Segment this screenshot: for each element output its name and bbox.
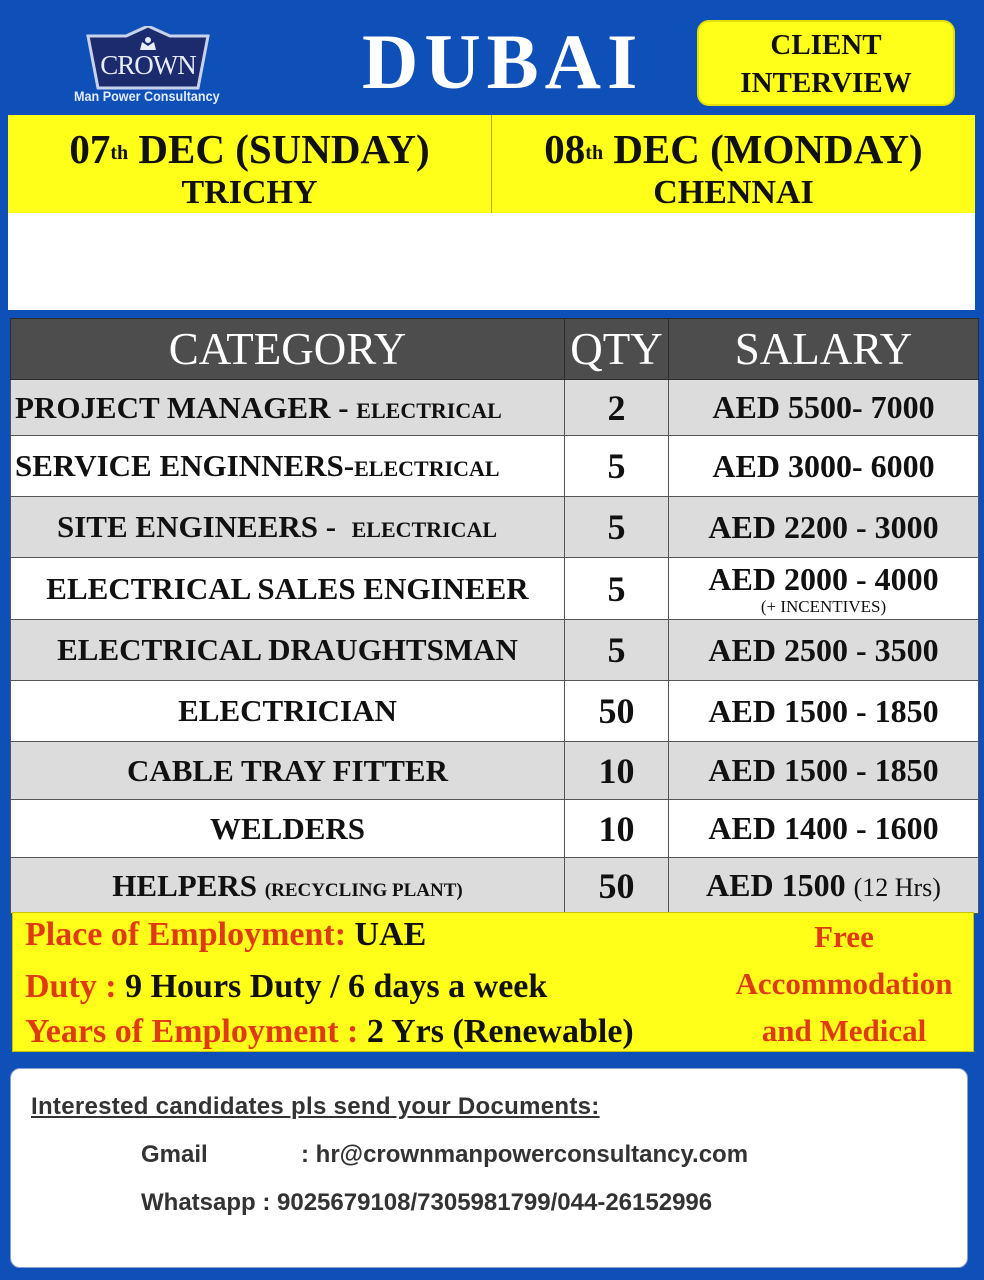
table-row — [11, 558, 979, 620]
interview-date-1 — [8, 115, 492, 213]
interview-city: CHENNAI — [653, 174, 814, 211]
qty-cell: 5 — [565, 436, 669, 497]
brand-name: CROWN — [100, 50, 196, 80]
qty-cell: 5 — [565, 558, 669, 620]
place-of-employment: Place of Employment: UAE — [25, 916, 427, 953]
table-row — [11, 380, 979, 436]
salary-cell: AED 2500 - 3500 — [669, 620, 979, 681]
day-suffix: th — [585, 142, 604, 164]
category-cell: ELECTRICIAN — [11, 681, 565, 742]
page-title: DUBAI — [362, 18, 644, 105]
category-cell: PROJECT MANAGER - ELECTRICAL — [11, 380, 565, 436]
category-cell: ELECTRICAL DRAUGHTSMAN — [11, 620, 565, 681]
salary-cell: AED 1500 (12 Hrs) — [669, 858, 979, 914]
qty-cell: 50 — [565, 858, 669, 914]
salary-cell: AED 3000- 6000 — [669, 436, 979, 497]
qty-cell: 5 — [565, 497, 669, 558]
jobs-table — [10, 318, 979, 914]
qty-cell: 5 — [565, 620, 669, 681]
day-number: 08 — [544, 126, 586, 172]
employment-terms — [12, 912, 974, 1052]
salary-cell: AED 1500 - 1850 — [669, 742, 979, 800]
email-link[interactable]: : hr@crownmanpowerconsultancy.com — [301, 1141, 749, 1168]
category-cell: HELPERS (RECYCLING PLANT) — [11, 858, 565, 914]
table-row — [11, 436, 979, 497]
header-salary: SALARY — [669, 319, 979, 380]
duty-hours: Duty : 9 Hours Duty / 6 days a week — [25, 968, 548, 1005]
table-row — [11, 742, 979, 800]
qty-cell: 10 — [565, 800, 669, 858]
gmail-label: Gmail — [141, 1141, 208, 1168]
header-qty: QTY — [565, 319, 669, 380]
day-text: DEC (MONDAY) — [603, 126, 923, 172]
years-of-employment: Years of Employment : 2 Yrs (Renewable) — [25, 1013, 634, 1050]
day-number: 07 — [69, 126, 111, 172]
salary-cell: AED 5500- 7000 — [669, 380, 979, 436]
qty-cell: 10 — [565, 742, 669, 800]
whatsapp-row — [141, 1189, 712, 1217]
category-cell: CABLE TRAY FITTER — [11, 742, 565, 800]
client-interview-badge — [697, 20, 955, 106]
salary-cell: AED 1500 - 1850 — [669, 681, 979, 742]
contact-heading: Interested candidates pls send your Documents: — [31, 1093, 600, 1120]
contact-panel — [10, 1068, 968, 1268]
salary-cell: AED 2000 - 4000 (+ INCENTIVES) — [669, 558, 979, 620]
day-suffix: th — [110, 142, 129, 164]
table-row — [11, 497, 979, 558]
category-cell: SERVICE ENGINNERS-ELECTRICAL — [11, 436, 565, 497]
category-cell: WELDERS — [11, 800, 565, 858]
whatsapp-label: Whatsapp — [141, 1189, 256, 1216]
interview-date-2 — [492, 115, 975, 213]
qty-cell: 50 — [565, 681, 669, 742]
interview-dates — [8, 115, 975, 213]
gmail-row — [141, 1141, 748, 1169]
qty-cell: 2 — [565, 380, 669, 436]
perk-line: Free — [814, 919, 874, 954]
header — [0, 0, 984, 115]
table-row — [11, 800, 979, 858]
brand-tagline: Man Power Consultancy — [74, 88, 220, 104]
table-row — [11, 858, 979, 914]
category-cell: SITE ENGINEERS - ELECTRICAL — [11, 497, 565, 558]
badge-line-2: INTERVIEW — [740, 67, 912, 99]
perk-line: Accommodation — [735, 966, 953, 1001]
interview-city: TRICHY — [181, 174, 318, 211]
salary-cell: AED 2200 - 3000 — [669, 497, 979, 558]
badge-line-1: CLIENT — [770, 29, 882, 61]
perks — [713, 913, 975, 1054]
blank-panel — [8, 213, 975, 310]
salary-cell: AED 1400 - 1600 — [669, 800, 979, 858]
whatsapp-numbers: : 9025679108/7305981799/044-26152996 — [262, 1189, 713, 1216]
perk-line: and Medical — [761, 1013, 927, 1048]
category-cell: ELECTRICAL SALES ENGINEER — [11, 558, 565, 620]
crown-logo — [74, 18, 244, 108]
table-row — [11, 681, 979, 742]
day-text: DEC (SUNDAY) — [128, 126, 430, 172]
header-category: CATEGORY — [11, 319, 565, 380]
table-row — [11, 620, 979, 681]
